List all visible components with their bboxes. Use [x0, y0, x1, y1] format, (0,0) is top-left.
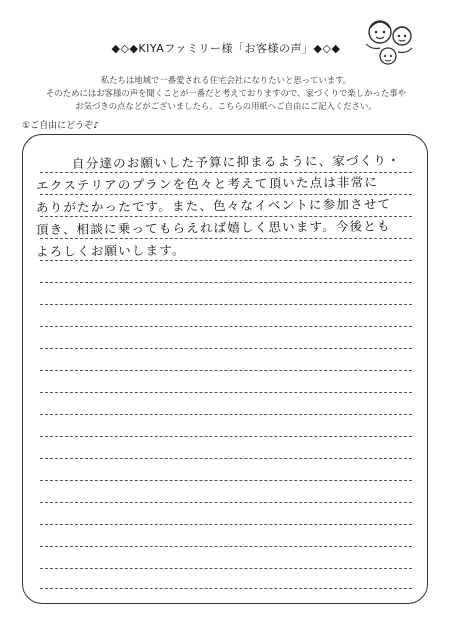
ruled-line — [40, 436, 412, 437]
ruled-line — [40, 348, 412, 349]
handwritten-line-4: 頂き、相談に乗ってもらえれば嬉しく思います。今後とも — [35, 218, 391, 237]
ruled-line — [40, 370, 412, 371]
ruled-line — [40, 414, 412, 415]
ruled-line — [40, 588, 412, 589]
intro-text — [30, 74, 422, 113]
handwritten-line-1: 自分達のお願いした予算に抑まるように、家づくり・ — [71, 152, 401, 171]
comment-prompt: ①ご自由にどうぞ♪ — [22, 121, 99, 131]
intro-line-3: お気づきの点などがございましたら、こちらの用紙へご自由にご記入ください。 — [75, 101, 377, 111]
ruled-line — [40, 392, 412, 393]
intro-line-2: そのためにはお客様の声を聞くことが一番だと考えておりますので、家づくりで楽しかった事や — [46, 88, 406, 98]
ruled-line — [40, 524, 412, 525]
ruled-line — [40, 326, 412, 327]
handwritten-line-5: よろしくお願いします。 — [35, 242, 186, 259]
intro-line-1: 私たちは地域で一番愛される住宅会社になりたいと思っています。 — [100, 75, 352, 85]
family-logo-illustration — [358, 14, 420, 70]
ruled-line — [40, 304, 412, 305]
ruled-line — [40, 282, 412, 283]
handwritten-line-2: エクステリアのプランを色々と考えて頂いた点は非常に — [35, 174, 379, 193]
ruled-line — [40, 546, 412, 547]
ruled-line — [40, 458, 412, 459]
ruled-line — [40, 260, 412, 261]
handwritten-line-3: ありがたかったです。また、色々なイベントに参加させて — [35, 196, 392, 215]
ruled-line — [40, 480, 412, 481]
ruled-line — [40, 502, 412, 503]
ruled-line — [40, 568, 412, 569]
page-title: ◆◇◆KIYAファミリー様「お客様の声」◆◇◆ — [111, 42, 341, 55]
